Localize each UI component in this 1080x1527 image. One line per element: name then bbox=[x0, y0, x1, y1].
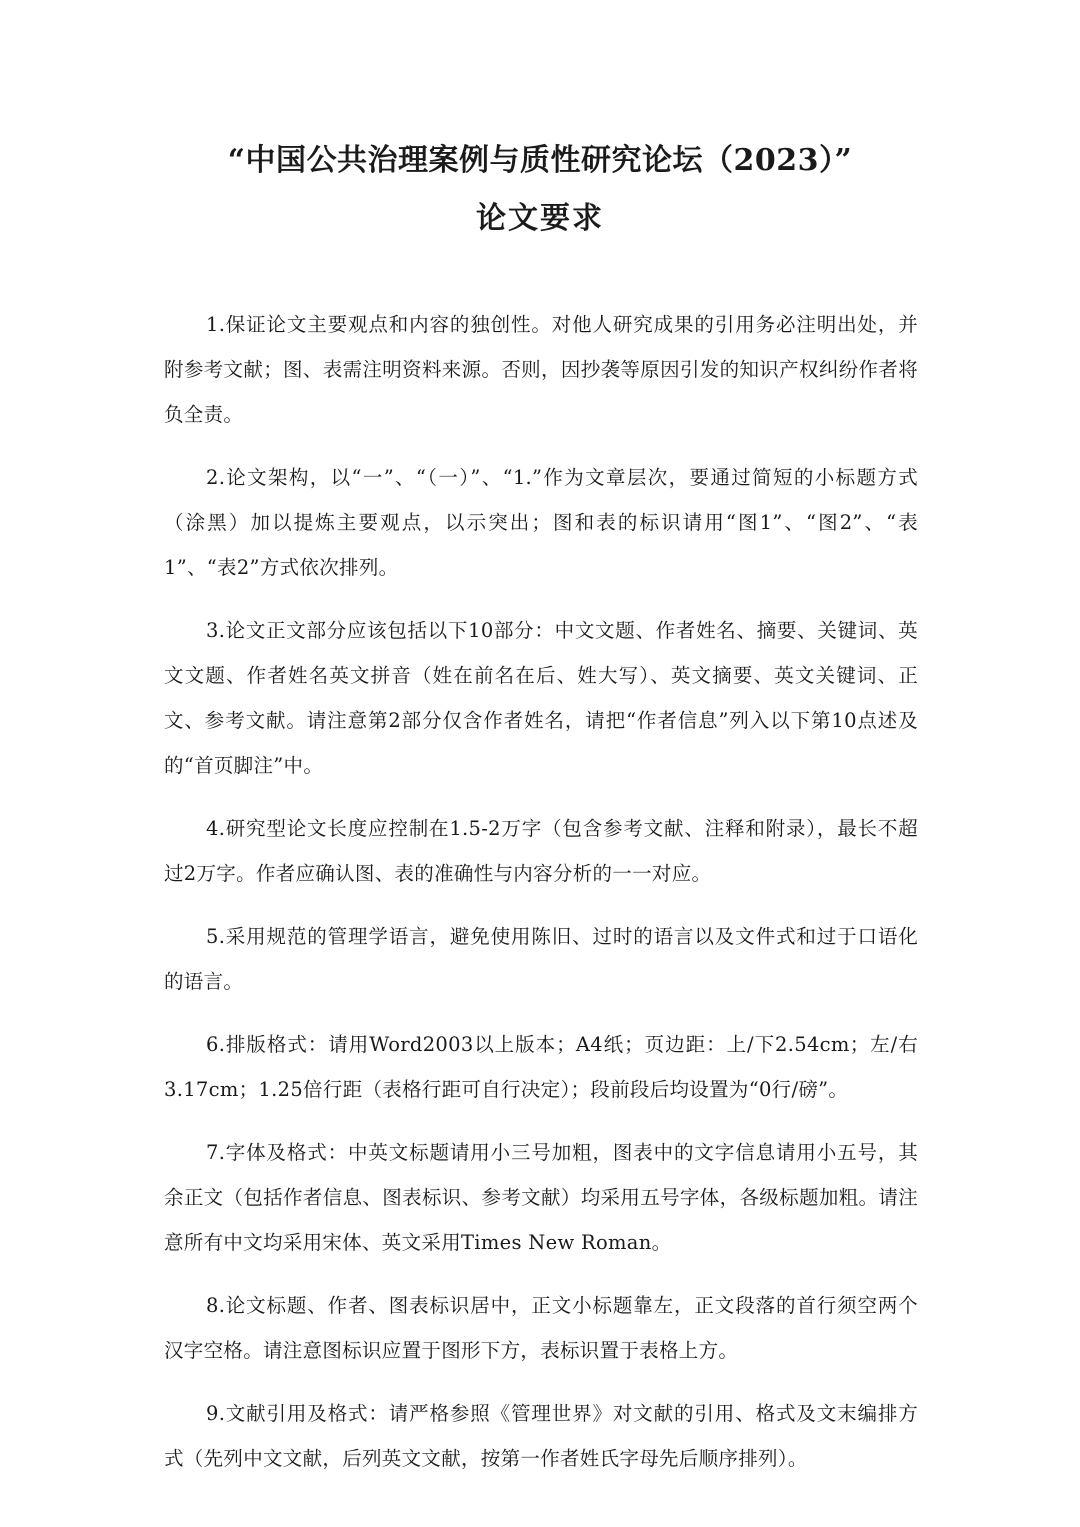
document-title: “中国公共治理案例与质性研究论坛（2023）” bbox=[227, 143, 853, 178]
requirement-item-4: 4.研究型论文长度应控制在1.5-2万字（包含参考文献、注释和附录），最长不超过2万字。作者应确认图、表的准确性与内容分析的一一对应。 bbox=[164, 817, 918, 885]
document-subtitle: 论文要求 bbox=[476, 201, 604, 236]
requirement-item-1: 1.保证论文主要观点和内容的独创性。对他人研究成果的引用务必注明出处，并附参考文献；图、表需注明资料来源。否则，因抄袭等原因引发的知识产权纠纷作者将负全责。 bbox=[164, 313, 918, 426]
requirement-item-3: 3.论文正文部分应该包括以下10部分：中文文题、作者姓名、摘要、关键词、英文文题、作者姓名英文拼音（姓在前名在后、姓大写）、英文摘要、英文关键词、正文、参考文献。请注意第2部分仅含作者姓名，请把“作者信息”列入以下第10点述及的“首页脚注”中。 bbox=[164, 619, 918, 777]
requirement-item-8: 8.论文标题、作者、图表标识居中，正文小标题靠左，正文段落的首行须空两个汉字空格。请注意图标识应置于图形下方，表标识置于表格上方。 bbox=[164, 1294, 918, 1362]
requirement-item-9: 9.文献引用及格式：请严格参照《管理世界》对文献的引用、格式及文末编排方式（先列中文文献，后列英文文献，按第一作者姓氏字母先后顺序排列）。 bbox=[164, 1402, 918, 1470]
requirements-list bbox=[164, 302, 918, 1499]
requirement-item-6: 6.排版格式：请用Word2003以上版本；A4纸；页边距：上/下2.54cm；左/右3.17cm；1.25倍行距（表格行距可自行决定）；段前段后均设置为“0行/磅”。 bbox=[164, 1033, 918, 1101]
requirement-item-5: 5.采用规范的管理学语言，避免使用陈旧、过时的语言以及文件式和过于口语化的语言。 bbox=[164, 925, 918, 993]
requirement-item-2: 2.论文架构，以“一”、“（一）”、“1.”作为文章层次，要通过简短的小标题方式（涂黑）加以提炼主要观点，以示突出；图和表的标识请用“图1”、“图2”、“表1”、“表2”方式依次排列。 bbox=[164, 466, 918, 579]
requirement-item-7: 7.字体及格式：中英文标题请用小三号加粗，图表中的文字信息请用小五号，其余正文（包括作者信息、图表标识、参考文献）均采用五号字体，各级标题加粗。请注意所有中文均采用宋体、英文采用Times New Roman。 bbox=[164, 1141, 918, 1254]
